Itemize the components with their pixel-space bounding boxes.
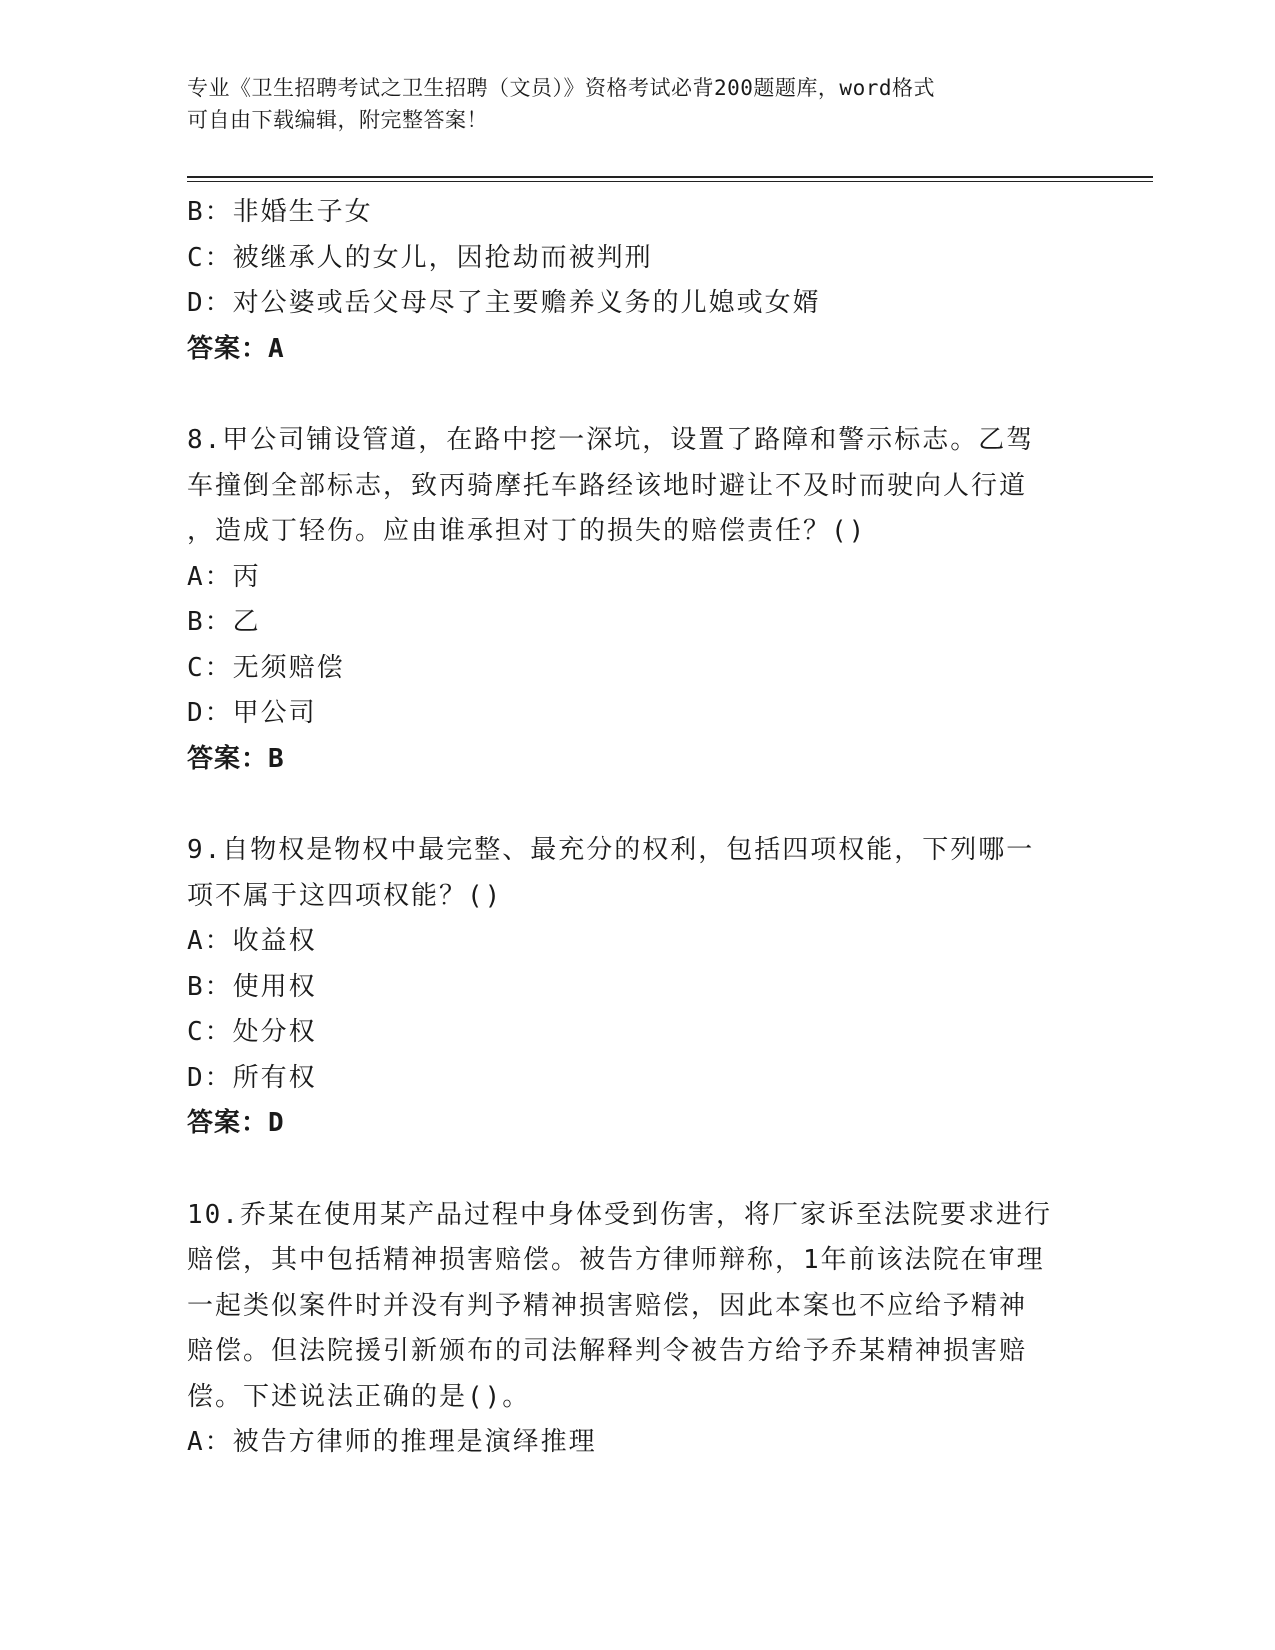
answer-line: 答案：A <box>187 333 285 364</box>
option-c: C：被继承人的女儿，因抢劫而被判刑 <box>187 242 653 273</box>
question-stem-line: 9.自物权是物权中最完整、最充分的权利，包括四项权能，下列哪一 <box>187 835 1035 865</box>
question-8 <box>187 418 1097 782</box>
option-a: A：被告方律师的推理是演绎推理 <box>187 1427 597 1457</box>
option-d: D：所有权 <box>187 1062 317 1093</box>
answer-line: 答案：B <box>187 743 285 774</box>
question-7-continued <box>187 190 1097 372</box>
option-a: A：收益权 <box>187 926 317 956</box>
header-rule-thick <box>187 176 1153 178</box>
option-b: B：使用权 <box>187 971 317 1002</box>
page-header <box>187 72 1087 136</box>
question-9 <box>187 828 1097 1147</box>
header-line-2: 可自由下载编辑，附完整答案！ <box>187 108 488 132</box>
answer-line: 答案：D <box>187 1108 285 1138</box>
spacer <box>187 782 1097 828</box>
option-c: C：处分权 <box>187 1017 317 1047</box>
option-d: D：甲公司 <box>187 698 317 728</box>
question-stem-line: 偿。下述说法正确的是()。 <box>187 1381 531 1412</box>
option-a: A：丙 <box>187 561 261 592</box>
option-c: C：无须赔偿 <box>187 652 345 683</box>
header-line-1: 专业《卫生招聘考试之卫生招聘（文员）》资格考试必背200题题库，word格式 <box>187 76 935 100</box>
spacer <box>187 372 1097 418</box>
question-stem-line: 一起类似案件时并没有判予精神损害赔偿，因此本案也不应给予精神 <box>187 1290 1028 1321</box>
spacer <box>187 1147 1097 1193</box>
question-stem-line: 赔偿，其中包括精神损害赔偿。被告方律师辩称，1年前该法院在审理 <box>187 1245 1045 1275</box>
header-rule-thin <box>187 181 1153 182</box>
question-content <box>187 190 1097 1466</box>
question-stem-line: 赔偿。但法院援引新颁布的司法解释判令被告方给予乔某精神损害赔 <box>187 1336 1028 1366</box>
option-d: D：对公婆或岳父母尽了主要赡养义务的儿媳或女婿 <box>187 288 821 318</box>
question-10 <box>187 1193 1097 1466</box>
option-b: B：乙 <box>187 607 261 637</box>
question-stem-line: 项不属于这四项权能？() <box>187 880 503 911</box>
question-stem-line: ，造成丁轻伤。应由谁承担对丁的损失的赔偿责任？() <box>187 516 867 546</box>
option-b: B：非婚生子女 <box>187 197 373 227</box>
question-stem-line: 8.甲公司铺设管道，在路中挖一深坑，设置了路障和警示标志。乙驾 <box>187 425 1035 455</box>
question-stem-line: 车撞倒全部标志，致丙骑摩托车路经该地时避让不及时而驶向人行道 <box>187 470 1028 501</box>
question-stem-line: 10.乔某在使用某产品过程中身体受到伤害，将厂家诉至法院要求进行 <box>187 1199 1052 1230</box>
